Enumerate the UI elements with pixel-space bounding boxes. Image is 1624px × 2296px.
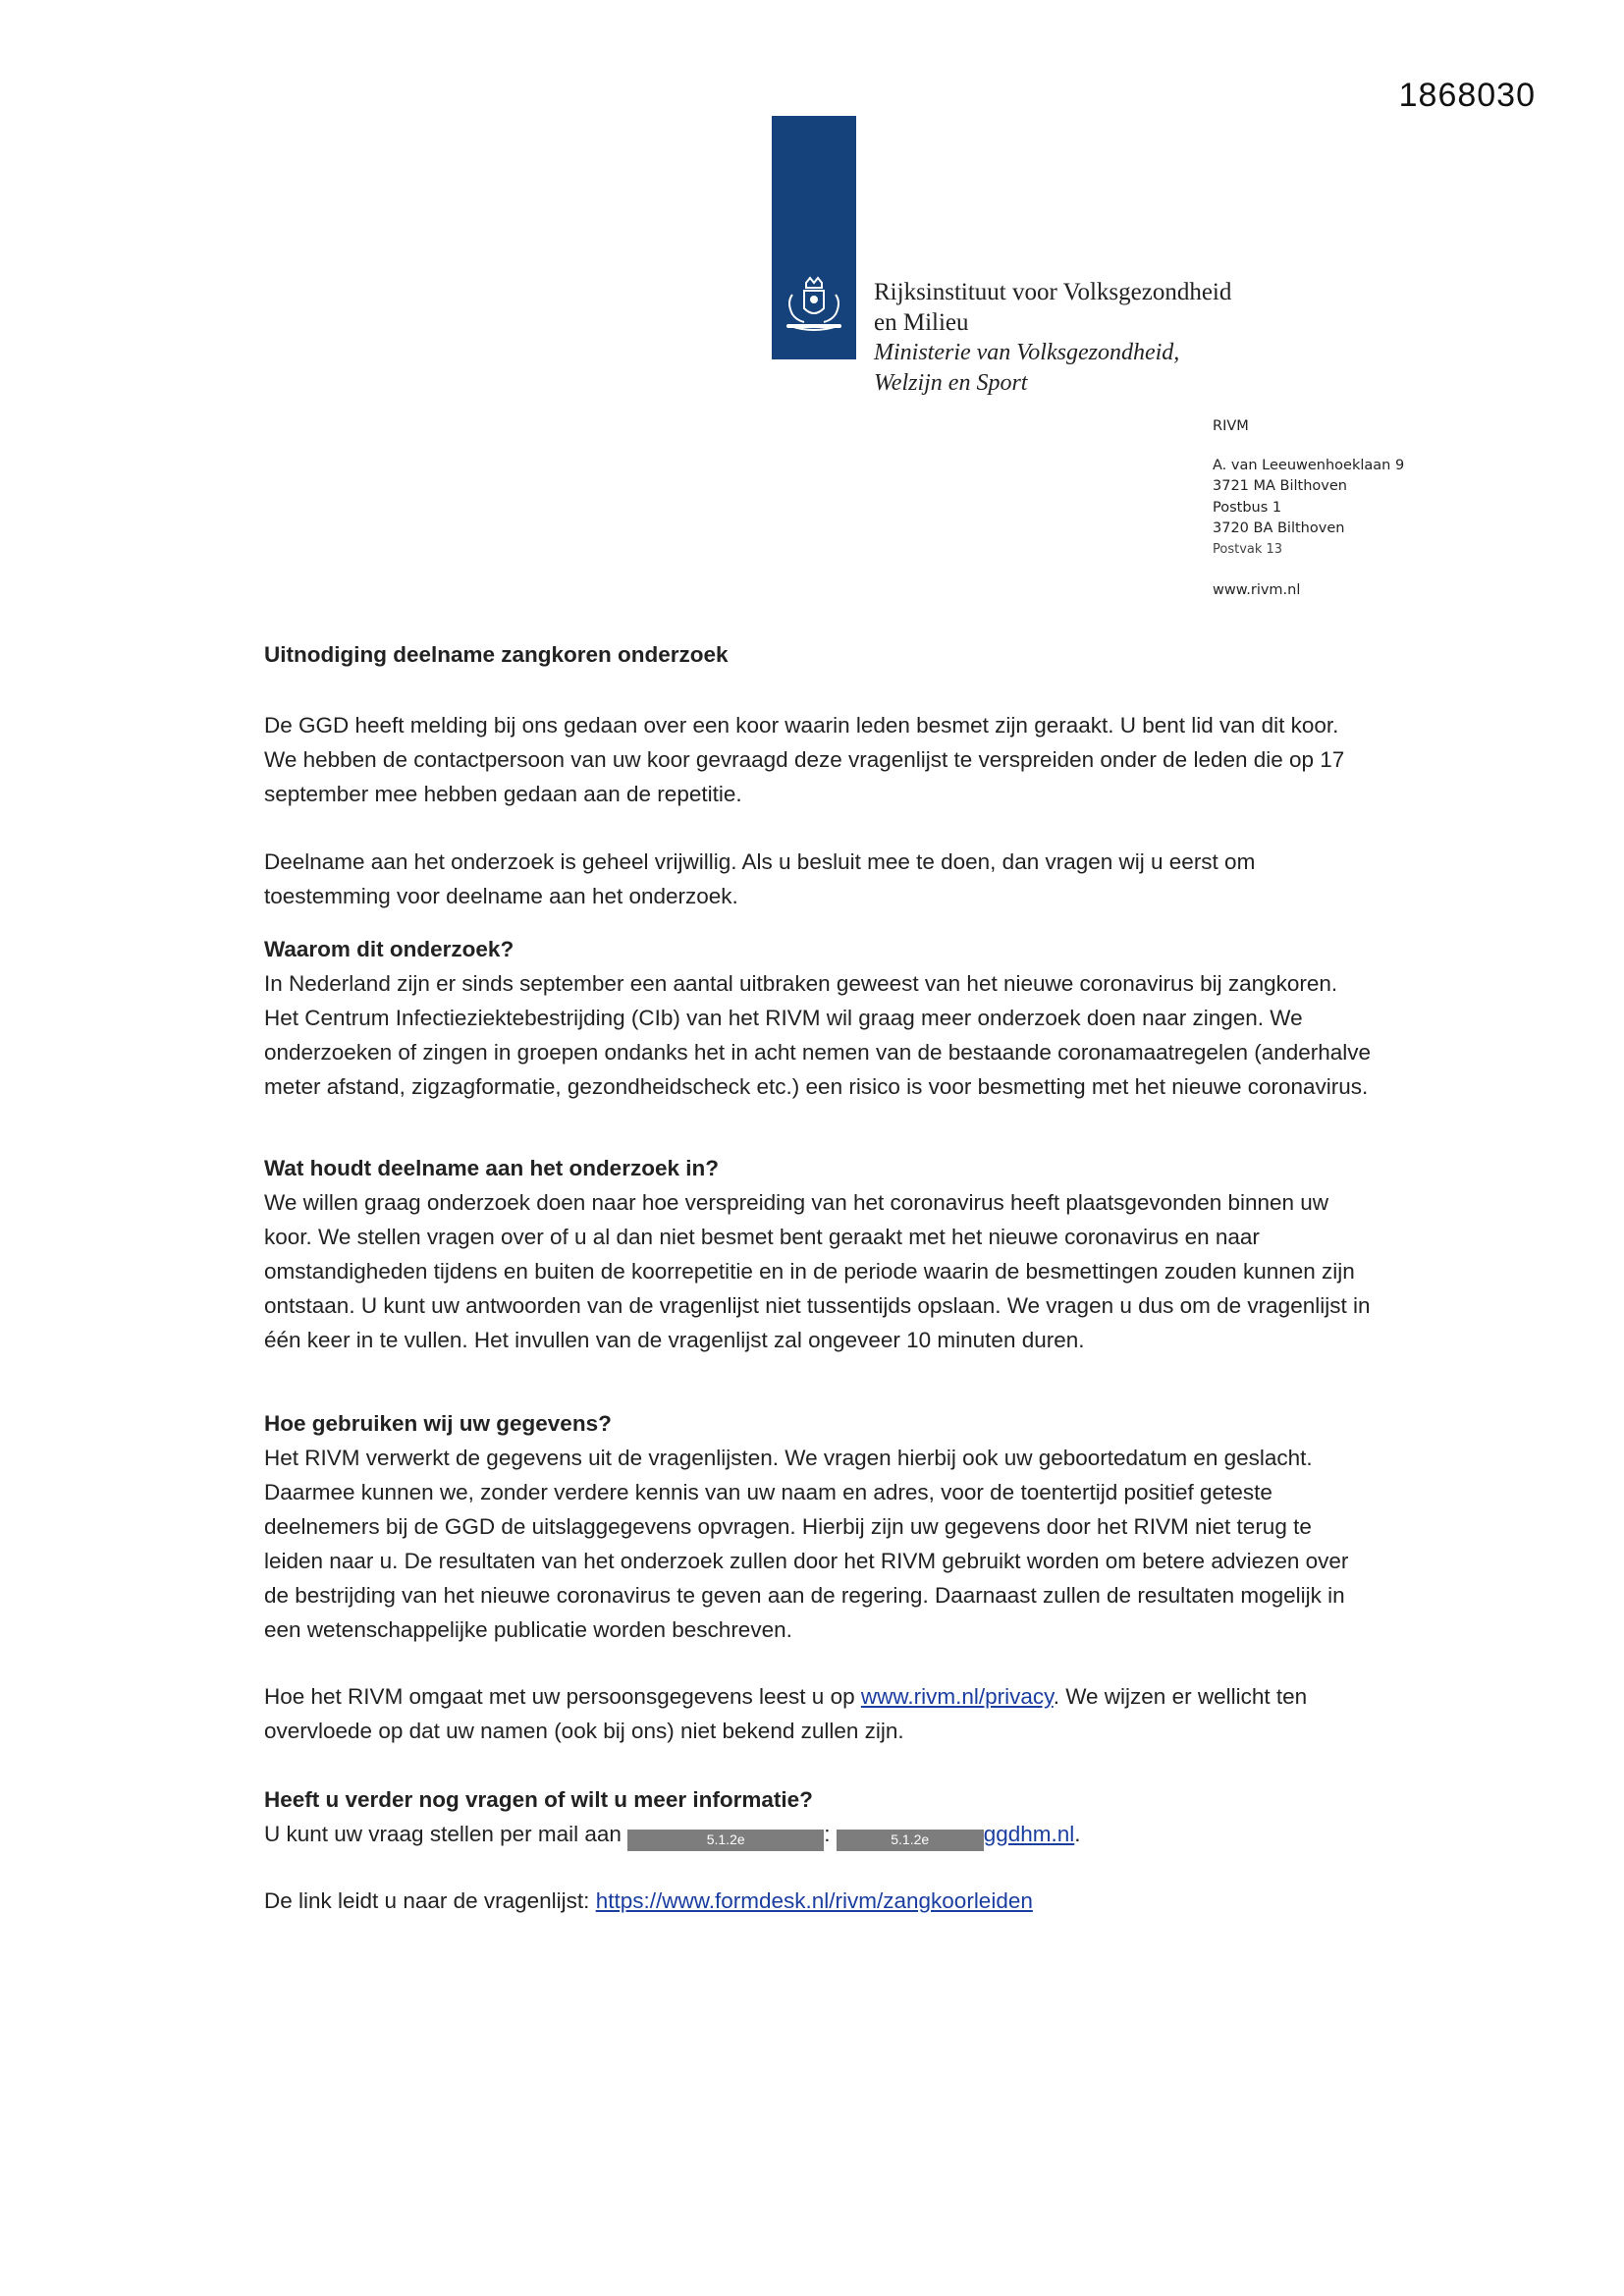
section-heading-why: Waarom dit onderzoek? xyxy=(264,937,514,961)
letter-title: Uitnodiging deelname zangkoren onderzoek xyxy=(264,642,729,667)
document-number: 1868030 xyxy=(1398,77,1536,114)
address-postvak: Postvak 13 xyxy=(1213,542,1283,558)
contact-text-after: . xyxy=(1074,1822,1081,1846)
sender-address xyxy=(1213,418,1404,601)
redacted-block-1: 5.1.2e xyxy=(627,1830,824,1851)
contact-email-link[interactable] xyxy=(837,1822,1075,1846)
section-heading-questions: Heeft u verder nog vragen of wilt u meer informatie? xyxy=(264,1787,813,1812)
address-postbus: Postbus 1 xyxy=(1213,499,1282,516)
contact-separator: : xyxy=(824,1822,837,1846)
logo-line-3: Ministerie van Volksgezondheid, xyxy=(874,340,1180,365)
privacy-link[interactable]: www.rivm.nl/privacy xyxy=(860,1684,1054,1709)
address-org: RIVM xyxy=(1213,418,1249,434)
address-street: A. van Leeuwenhoeklaan 9 xyxy=(1213,458,1405,473)
section-heading-data-use: Hoe gebruiken wij uw gegevens? xyxy=(264,1411,612,1436)
section-heading-participation: Wat houdt deelname aan het onderzoek in? xyxy=(264,1156,719,1180)
privacy-paragraph xyxy=(264,1679,1374,1748)
section-text-why: In Nederland zijn er sinds september een aantal uitbraken geweest van het nieuwe coronavirus bij zangkoren. Het Centrum Infectieziektebestrijding (CIb) van het RIVM wil graag meer onderzoek doen naar zingen. We onderzoeken of zingen in groepen ondanks het in acht nemen van de bestaande coronamaatregelen (anderhalve meter afstand, zigzagformatie, gezondheidscheck etc.) een risico is voor besmetting met het nieuwe coronavirus. xyxy=(264,971,1372,1099)
privacy-text-before: Hoe het RIVM omgaat met uw persoonsgegevens leest u op xyxy=(264,1684,861,1709)
address-postcode-city: 3721 MA Bilthoven xyxy=(1213,478,1347,495)
redacted-block-2: 5.1.2e xyxy=(837,1830,984,1851)
privacy-text-after: . We wijzen er wellicht ten overvloede op dat uw namen (ook bij ons) niet bekend zullen zijn. xyxy=(264,1684,1308,1743)
intro-paragraph-1: De GGD heeft melding bij ons gedaan over een koor waarin leden besmet zijn geraakt. U bent lid van dit koor. We hebben de contactpersoon van uw koor gevraagd deze vragenlijst te verspreiden onder de leden die op 17 september mee hebben gedaan aan de repetitie. xyxy=(264,713,1345,806)
section-text-participation: We willen graag onderzoek doen naar hoe verspreiding van het coronavirus heeft plaatsgevonden binnen uw koor. We stellen vragen over of u al dan niet besmet bent geraakt met het nieuwe coronavirus en naar omstandigheden tijdens en buiten de koorrepetitie en in de periode waarin de besmettingen zouden kunnen zijn ontstaan. U kunt uw antwoorden van de vragenlijst niet tussentijds opslaan. We vragen u dus om de vragenlijst in één keer in te vullen. Het invullen van de vragenlijst zal ongeveer 10 minuten duren. xyxy=(264,1190,1371,1352)
logo-line-4: Welzijn en Sport xyxy=(874,370,1028,396)
institution-name xyxy=(874,277,1231,399)
contact-email-tail: ggdhm.nl xyxy=(983,1822,1075,1846)
address-postbus-city: 3720 BA Bilthoven xyxy=(1213,519,1345,536)
section-text-data-use: Het RIVM verwerkt de gegevens uit de vragenlijsten. We vragen hierbij ook uw geboortedatum en geslacht. Daarmee kunnen we, zonder verdere kennis van uw naam en adres, voor de toentertijd positief geteste deelnemers bij de GGD de uitslaggegevens opvragen. Hierbij zijn uw gegevens door het RIVM niet terug te leiden naar u. De resultaten van het onderzoek zullen door het RIVM gebruikt worden om betere adviezen over de bestrijding van het nieuwe coronavirus te geven aan de regering. Daarnaast zullen de resultaten mogelijk in een wetenschappelijke publicatie worden beschreven. xyxy=(264,1446,1349,1642)
rijksoverheid-logo-bar xyxy=(772,116,856,359)
survey-link[interactable]: https://www.formdesk.nl/rivm/zangkoorleiden xyxy=(595,1888,1033,1913)
contact-text-before: U kunt uw vraag stellen per mail aan xyxy=(264,1822,628,1846)
survey-link-text-before: De link leidt u naar de vragenlijst: xyxy=(264,1888,596,1913)
logo-line-2: en Milieu xyxy=(874,309,969,336)
logo-line-1: Rijksinstituut voor Volksgezondheid xyxy=(874,279,1232,305)
intro-paragraph-2: Deelname aan het onderzoek is geheel vrijwillig. Als u besluit mee te doen, dan vragen wij u eerst om toestemming voor deelname aan het onderzoek. xyxy=(264,849,1256,908)
survey-link-paragraph xyxy=(264,1884,1374,1918)
royal-crest-icon xyxy=(779,275,849,334)
contact-paragraph xyxy=(264,1817,1374,1851)
address-website: www.rivm.nl xyxy=(1213,582,1301,599)
